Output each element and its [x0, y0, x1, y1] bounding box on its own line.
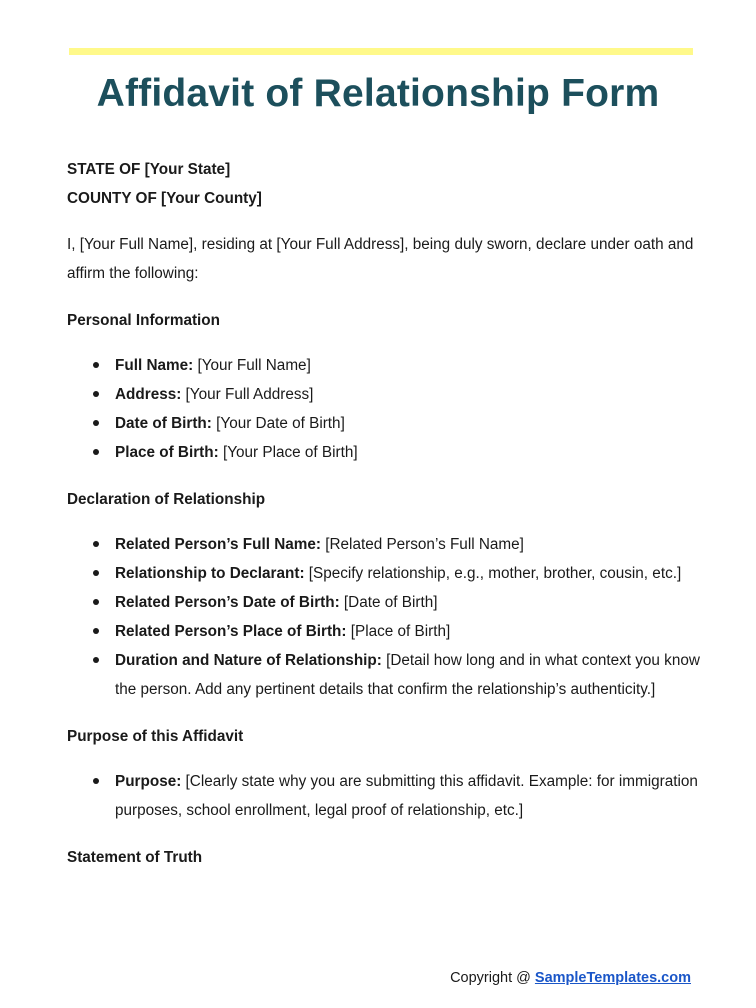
list-item: [67, 617, 707, 646]
item-label: Purpose:: [115, 773, 182, 790]
item-label: Related Person’s Place of Birth:: [115, 623, 347, 640]
page-title: Affidavit of Relationship Form: [96, 72, 660, 115]
statement-of-truth-heading: Statement of Truth: [67, 849, 203, 866]
item-label: Place of Birth:: [115, 444, 219, 461]
item-value: [Your Date of Birth]: [211, 415, 345, 432]
list-item: [67, 351, 707, 380]
item-value: [Your Full Address]: [181, 386, 314, 403]
item-value: [Your Place of Birth]: [218, 444, 358, 461]
list-item: [67, 559, 707, 588]
relationship-list: [67, 530, 707, 704]
purpose-list: [67, 767, 707, 825]
item-label: Duration and Nature of Relationship:: [115, 652, 382, 669]
copyright-footer: [450, 970, 691, 986]
item-value: [Your Full Name]: [193, 357, 311, 374]
list-item: [67, 438, 707, 467]
purpose-heading: Purpose of this Affidavit: [67, 728, 244, 745]
item-label: Date of Birth:: [115, 415, 212, 432]
copyright-text: Copyright @: [450, 970, 535, 986]
item-label: Related Person’s Date of Birth:: [115, 594, 340, 611]
list-item: [67, 767, 707, 825]
list-item: [67, 380, 707, 409]
item-value: [Place of Birth]: [346, 623, 451, 640]
item-label: Relationship to Declarant:: [115, 565, 305, 582]
list-item: [67, 588, 707, 617]
item-label: Address:: [115, 386, 182, 403]
item-label: Full Name:: [115, 357, 194, 374]
sampletemplates-link[interactable]: SampleTemplates.com: [534, 970, 691, 986]
list-item: [67, 409, 707, 438]
item-value: [Specify relationship, e.g., mother, brother, cousin, etc.]: [304, 565, 682, 582]
item-value: [Related Person’s Full Name]: [321, 536, 524, 553]
personal-info-list: [67, 351, 707, 467]
list-item: [67, 646, 707, 704]
item-value: [Clearly state why you are submitting this affidavit. Example: for immigration purposes, school enrollment, legal proof of relationship, etc.]: [115, 773, 698, 819]
county-line: COUNTY OF [Your County]: [67, 190, 262, 207]
state-line: STATE OF [Your State]: [67, 161, 231, 178]
relationship-heading: Declaration of Relationship: [67, 491, 266, 508]
item-label: Related Person’s Full Name:: [115, 536, 321, 553]
intro-paragraph: I, [Your Full Name], residing at [Your Full Address], being duly sworn, declare under oath and affirm the following:: [67, 236, 694, 282]
highlight-bar: [69, 48, 693, 55]
item-value: [Date of Birth]: [339, 594, 438, 611]
personal-info-heading: Personal Information: [67, 312, 220, 329]
list-item: [67, 530, 707, 559]
item-value: [Detail how long and in what context you know the person. Add any pertinent details that confirm the relationship’s authenticity.]: [115, 652, 700, 698]
document-body: [67, 155, 707, 872]
